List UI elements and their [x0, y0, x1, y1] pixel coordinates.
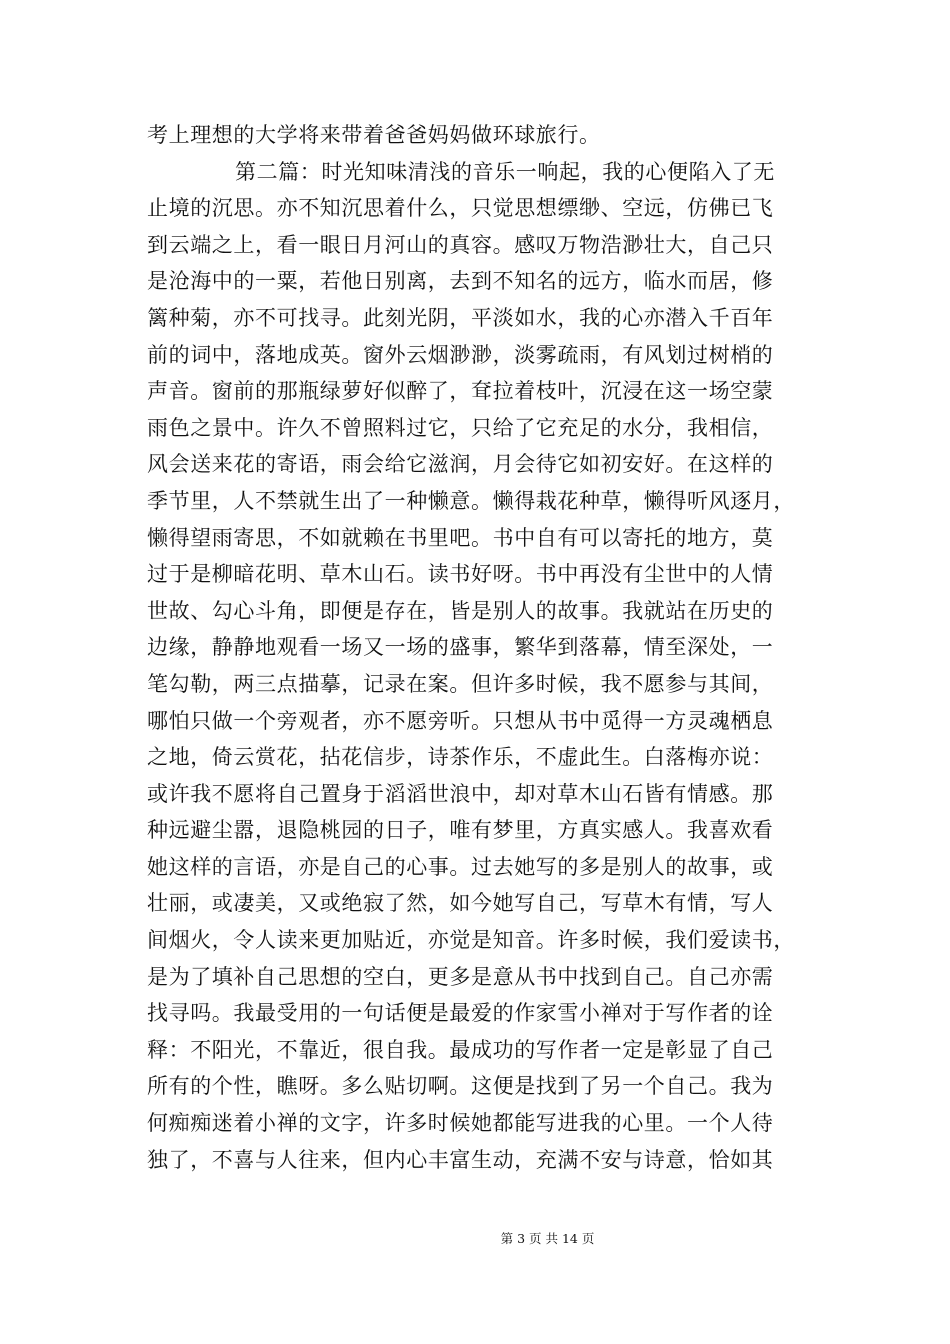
text-line: 之地，倚云赏花，拈花信步，诗茶作乐，不虚此生。白落梅亦说： — [147, 745, 774, 770]
text-line: 世故、勾心斗角，即便是存在，皆是别人的故事。我就站在历史的 — [147, 598, 774, 623]
body-text — [147, 117, 837, 1178]
text-line: 声音。窗前的那瓶绿萝好似醉了，耷拉着枝叶，沉浸在这一场空蒙 — [147, 379, 774, 404]
text-line: 哪怕只做一个旁观者，亦不愿旁听。只想从书中觅得一方灵魂栖息 — [147, 708, 774, 733]
text-line: 篱种菊，亦不可找寻。此刻光阴，平淡如水，我的心亦潜入千百年 — [147, 305, 774, 330]
text-line: 边缘，静静地观看一场又一场的盛事，繁华到落幕，情至深处，一 — [147, 635, 774, 660]
text-line: 间烟火，令人读来更加贴近，亦觉是知音。许多时候，我们爱读书， — [147, 928, 795, 953]
text-line: 她这样的言语，亦是自己的心事。过去她写的多是别人的故事，或 — [147, 854, 774, 879]
text-line: 过于是柳暗花明、草木山石。读书好呀。书中再没有尘世中的人情 — [147, 562, 774, 587]
text-line: 壮丽，或凄美，又或绝寂了然，如今她写自己，写草木有情，写人 — [147, 891, 774, 916]
text-line: 考上理想的大学将来带着爸爸妈妈做环球旅行。 — [147, 123, 601, 147]
text-line: 独了，不喜与人往来，但内心丰富生动，充满不安与诗意，恰如其 — [147, 1147, 774, 1172]
page-footer — [0, 1228, 950, 1247]
text-line: 雨色之景中。许久不曾照料过它，只给了它充足的水分，我相信， — [147, 415, 774, 440]
text-line: 所有的个性，瞧呀。多么贴切啊。这便是找到了另一个自己。我为 — [147, 1074, 774, 1099]
text-line: 种远避尘嚣，退隐桃园的日子，唯有梦里，方真实感人。我喜欢看 — [147, 818, 774, 843]
text-line: 止境的沉思。亦不知沉思着什么，只觉思想缥缈、空远，仿佛已飞 — [147, 196, 774, 221]
paragraph-start-line: 第二篇：时光知味清浅的音乐一响起，我的心便陷入了无 — [235, 159, 775, 184]
page-number: 第 3 页 共 14 页 — [500, 1231, 595, 1246]
text-line: 是沧海中的一粟，若他日别离，去到不知名的远方，临水而居，修 — [147, 269, 774, 294]
text-line: 找寻吗。我最受用的一句话便是最爱的作家雪小禅对于写作者的诠 — [147, 1001, 774, 1026]
text-line: 是为了填补自己思想的空白，更多是意从书中找到自己。自己亦需 — [147, 964, 774, 989]
text-line: 风会送来花的寄语，雨会给它滋润，月会待它如初安好。在这样的 — [147, 452, 774, 477]
text-line: 前的词中，落地成英。窗外云烟渺渺，淡雾疏雨，有风划过树梢的 — [147, 342, 774, 367]
text-line: 笔勾勒，两三点描摹，记录在案。但许多时候，我不愿参与其间， — [147, 671, 774, 696]
text-line: 释：不阳光，不靠近，很自我。最成功的写作者一定是彰显了自己 — [147, 1037, 774, 1062]
text-line: 到云端之上，看一眼日月河山的真容。感叹万物浩渺壮大，自己只 — [147, 232, 774, 257]
text-line: 何痴痴迷着小禅的文字，许多时候她都能写进我的心里。一个人待 — [147, 1111, 774, 1136]
text-line: 季节里，人不禁就生出了一种懒意。懒得栽花种草，懒得听风逐月， — [147, 488, 795, 513]
text-line: 或许我不愿将自己置身于滔滔世浪中，却对草木山石皆有情感。那 — [147, 781, 774, 806]
text-line: 懒得望雨寄思，不如就赖在书里吧。书中自有可以寄托的地方，莫 — [147, 525, 774, 550]
